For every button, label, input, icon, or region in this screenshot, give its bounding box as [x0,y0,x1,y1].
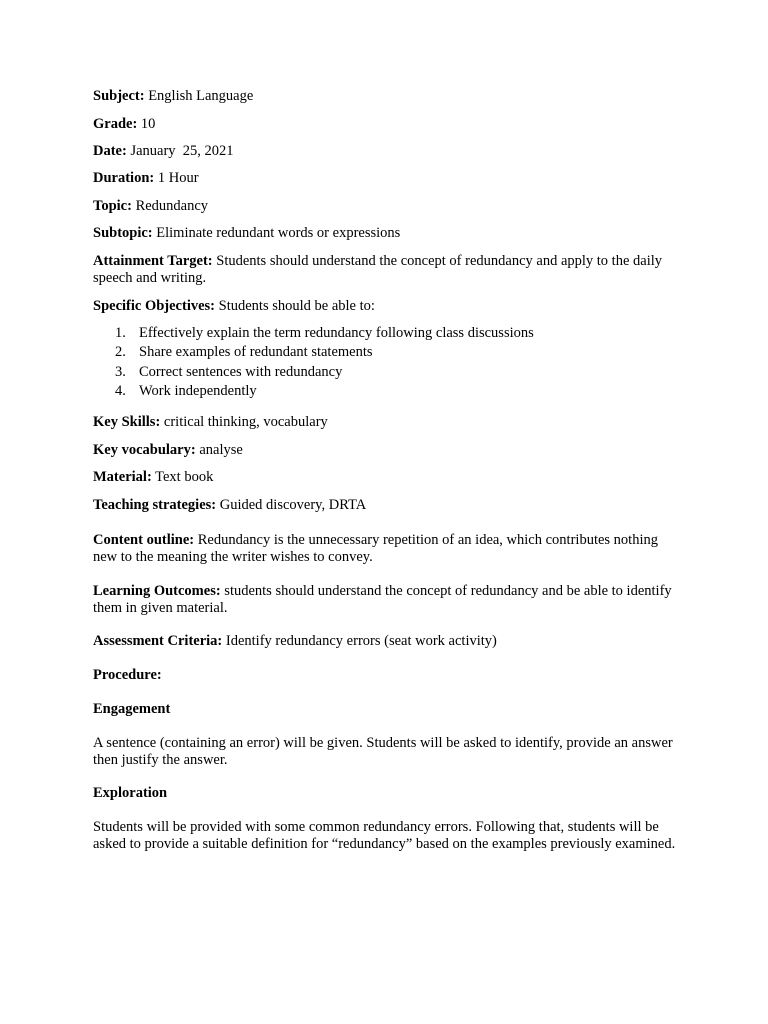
duration-line [93,170,678,187]
teaching-strategies-line [93,497,678,514]
key-skills-label: Key Skills: [93,414,161,430]
key-skills-value: critical thinking, vocabulary [163,414,328,430]
procedure-heading [93,667,678,684]
objectives-list [93,325,678,402]
learning-outcomes-paragraph [93,583,678,617]
topic-line [93,198,678,215]
material-line [93,469,678,486]
duration-value: 1 Hour [157,170,199,186]
subtopic-label: Subtopic: [93,225,153,241]
list-item [93,383,678,402]
learning-outcomes-label: Learning Outcomes: [93,583,221,599]
date-label: Date: [93,143,127,159]
list-item-number: 1. [115,325,126,341]
exploration-heading [93,785,678,802]
content-outline-paragraph [93,532,678,566]
list-item-text: Share examples of redundant statements [139,344,373,361]
attainment-target-paragraph [93,253,678,287]
list-item [93,364,678,383]
assessment-criteria-line [93,633,678,650]
subject-label: Subject: [93,88,145,104]
specific-objectives-label: Specific Objectives: [93,298,216,314]
specific-objectives-line [93,298,678,315]
engagement-paragraph: A sentence (containing an error) will be given. Students will be asked to identify, provide an answer then justify the answer. [93,735,673,768]
topic-value: Redundancy [135,198,209,214]
exploration-paragraph: Students will be provided with some common redundancy errors. Following that, students will be asked to provide a suitable definition for “redundancy” based on the examples previously examined. [93,819,676,852]
key-vocabulary-label: Key vocabulary: [93,442,196,458]
learning-outcomes-value: students should understand the concept of redundancy and be able to identify them in given material. [93,583,672,616]
content-outline-value: Redundancy is the unnecessary repetition of an idea, which contributes nothing new to the meaning the writer wishes to convey. [93,532,658,565]
duration-label: Duration: [93,170,155,186]
assessment-criteria-label: Assessment Criteria: [93,633,223,649]
list-item-number: 3. [115,363,126,380]
attainment-target-label: Attainment Target: [93,253,213,269]
list-item-text: Work independently [139,382,257,399]
subtopic-value: Eliminate redundant words or expressions [156,225,401,241]
exploration-heading-text: Exploration [93,785,168,801]
grade-value: 10 [140,116,156,132]
subject-value: English Language [148,88,254,104]
engagement-heading [93,701,678,718]
key-vocabulary-value: analyse [199,442,243,458]
key-skills-line [93,414,678,431]
subtopic-line [93,225,678,242]
list-item [93,325,678,344]
list-item [93,344,678,363]
topic-label: Topic: [93,198,132,214]
attainment-target-value: Students should understand the concept of redundancy and apply to the daily speech and writing. [93,253,663,286]
assessment-criteria-value: Identify redundancy errors (seat work activity) [225,633,497,649]
list-item-number: 2. [115,344,126,361]
list-item-text: Correct sentences with redundancy [139,363,343,380]
subject-line [93,88,678,105]
material-value: Text book [155,469,214,485]
grade-line [93,116,678,133]
teaching-strategies-value: Guided discovery, DRTA [219,497,367,513]
specific-objectives-value: Students should be able to: [218,298,375,314]
material-label: Material: [93,469,152,485]
date-line [93,143,678,160]
procedure-heading-text: Procedure: [93,667,162,683]
date-value: January 25, 2021 [130,143,234,159]
list-item-number: 4. [115,382,126,399]
grade-label: Grade: [93,116,138,132]
content-outline-label: Content outline: [93,532,195,548]
engagement-heading-text: Engagement [93,701,171,717]
list-item-text: Effectively explain the term redundancy following class discussions [139,325,534,341]
teaching-strategies-label: Teaching strategies: [93,497,217,513]
key-vocabulary-line [93,442,678,459]
